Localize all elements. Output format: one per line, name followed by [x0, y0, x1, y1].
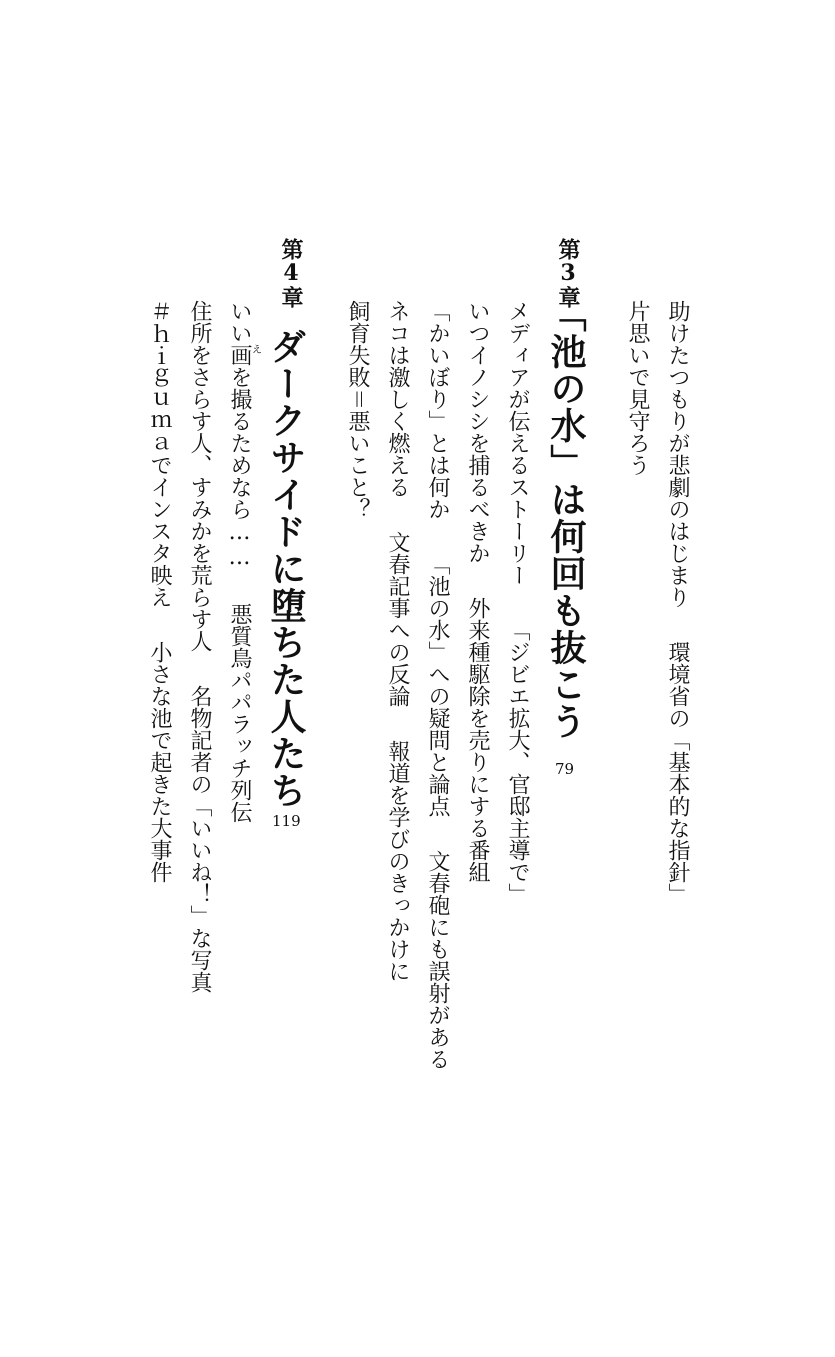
toc-line: [148, 300, 170, 883]
toc-entry: 名物記者の「いいね！」な写真: [187, 685, 212, 993]
toc-line: [666, 300, 688, 905]
toc-entry: 報道を学びのきっかけに: [385, 740, 410, 982]
toc-entry: 「かいぼり」とは何か: [425, 300, 450, 520]
toc-entry: いい画を撮るためなら……: [227, 300, 252, 570]
toc-entry: 文春記事への反論: [385, 531, 410, 707]
chapter3-title: 「池の水」は何回も抜こう: [545, 296, 587, 740]
toc-entry: ＃ｈｉｇｕｍａでインスタ映え: [147, 300, 172, 608]
toc-entry: 小さな池で起きた大事件: [147, 641, 172, 883]
toc-line: [228, 300, 250, 823]
toc-line: [346, 300, 368, 520]
toc-line: [386, 300, 408, 982]
toc-entry: 外来種駆除を売りにする番組: [465, 597, 490, 883]
toc-entry: 環境省の「基本的な指針」: [665, 641, 690, 905]
toc-entry: 住所をさらす人、すみかを荒らす人: [187, 300, 212, 652]
chapter4-title: ダークサイドに堕ちた人たち: [265, 328, 307, 809]
toc-entry: メディアが伝えるストーリー: [505, 300, 530, 586]
toc-entry: 悪質鳥パパラッチ列伝: [227, 603, 252, 823]
toc-entry: ネコは激しく燃える: [385, 300, 410, 498]
toc-entry: 「ジビエ拡大、官邸主導で」: [505, 619, 530, 905]
chapter3-page-number: 79: [555, 760, 575, 778]
toc-entry: 助けたつもりが悲劇のはじまり: [665, 300, 690, 608]
toc-line: [466, 300, 488, 883]
toc-line: [426, 300, 448, 1070]
chapter3-label: 第3章: [555, 238, 581, 308]
toc-line: [506, 300, 528, 905]
ruby-annotation: え: [252, 345, 262, 356]
toc-entry: 飼育失敗＝悪いこと？: [345, 300, 370, 520]
chapter4-page-number: 119: [272, 812, 301, 830]
toc-line: [626, 300, 648, 476]
chapter4-label: 第4章: [278, 238, 304, 308]
toc-line: [188, 300, 210, 993]
toc-entry: 片思いで見守ろう: [625, 300, 650, 476]
toc-entry: 文春砲にも誤射がある: [425, 850, 450, 1070]
toc-entry: いつイノシシを捕るべきか: [465, 300, 490, 564]
toc-entry: 「池の水」への疑問と論点: [425, 553, 450, 817]
